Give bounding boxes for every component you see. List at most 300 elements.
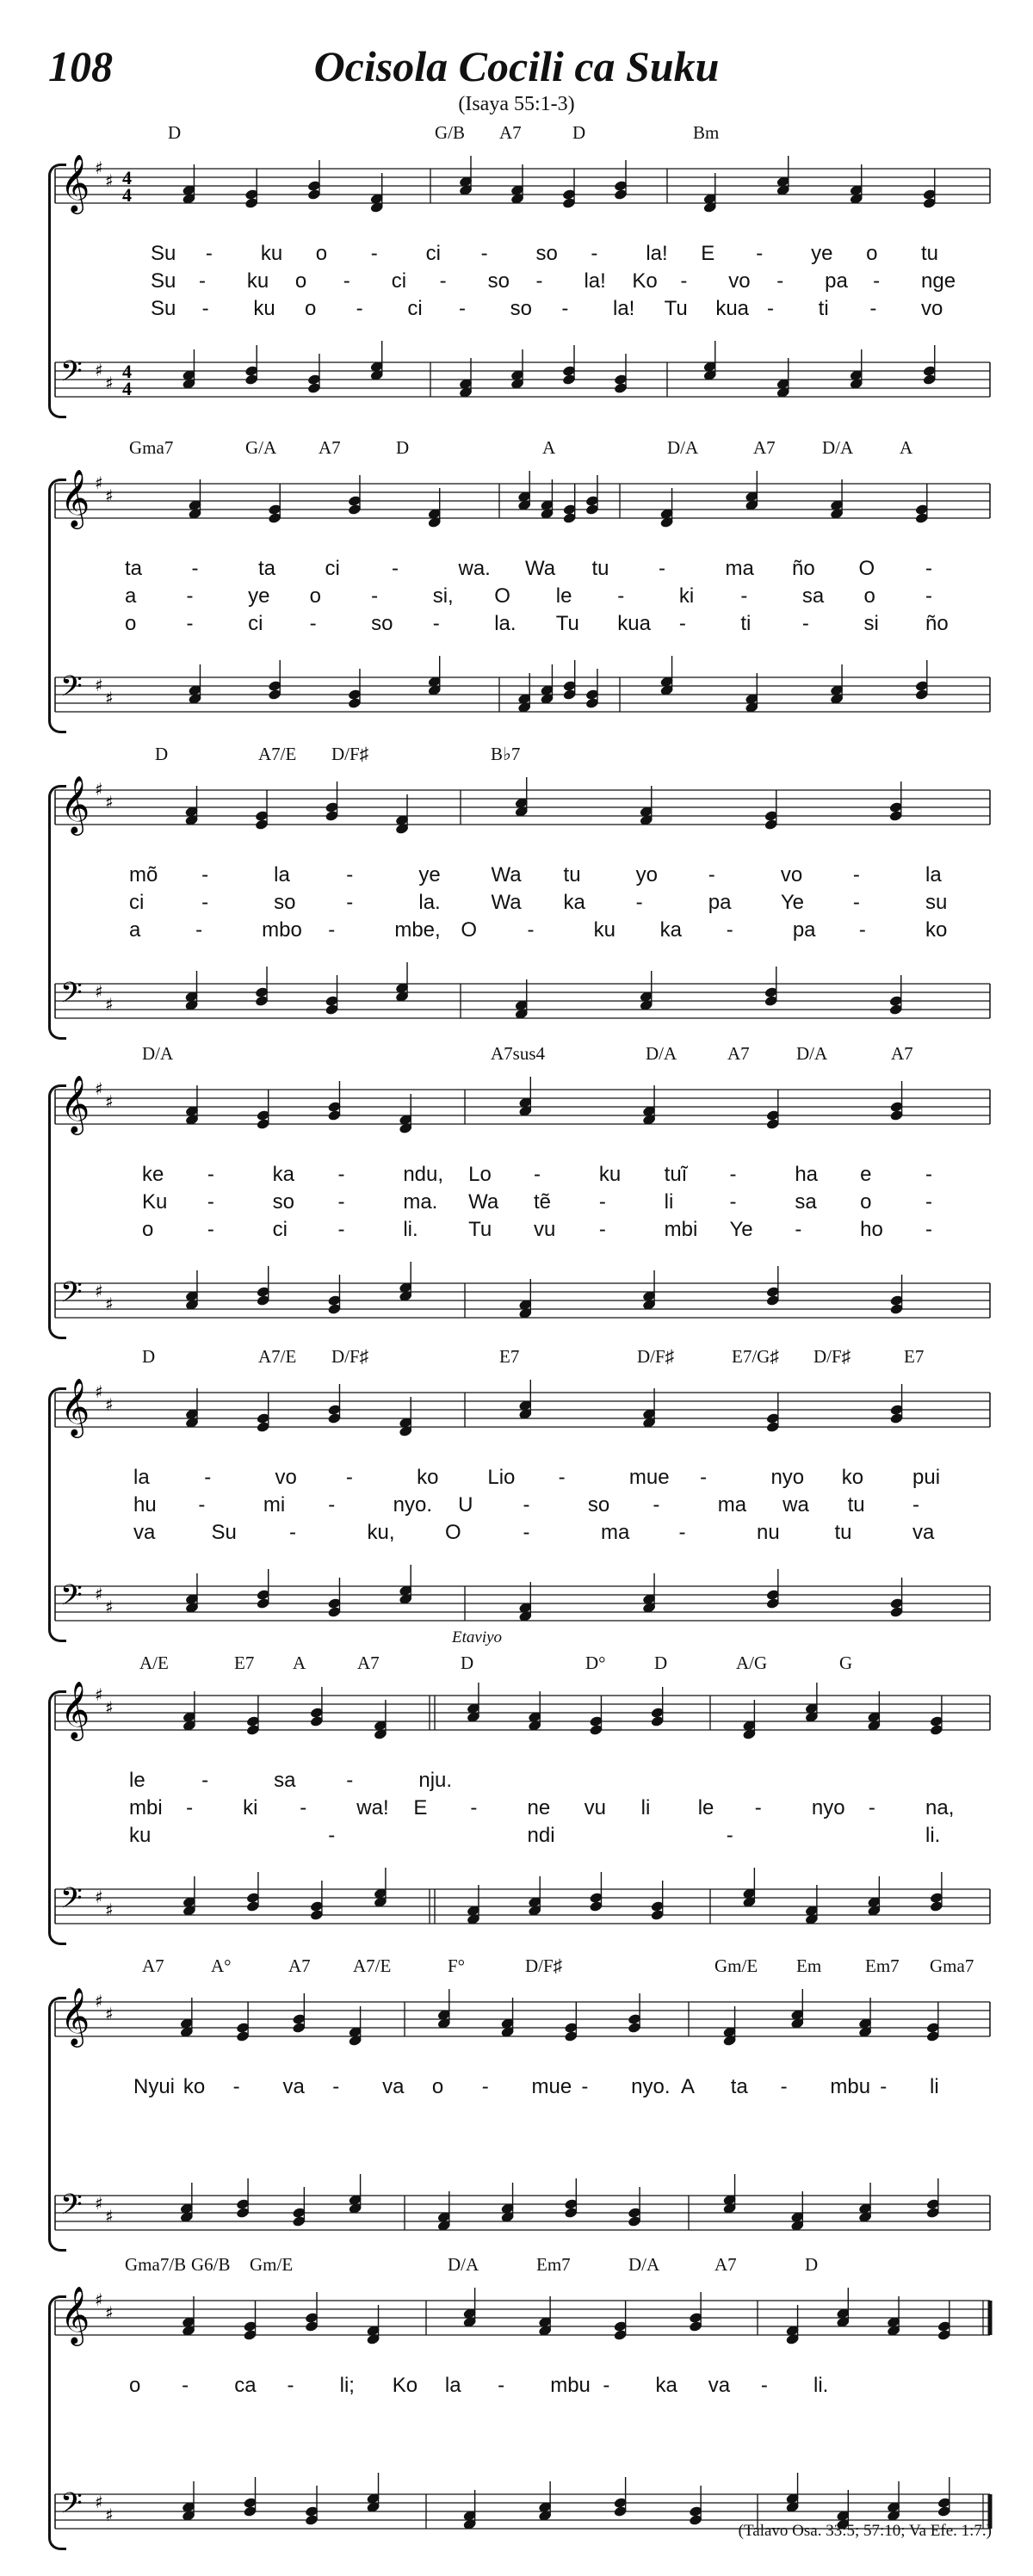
- lyric-syllable: mbi: [664, 1218, 698, 1241]
- lyric-syllable: so: [371, 612, 393, 635]
- lyric-syllable: nyo.: [393, 1493, 433, 1517]
- lyric-syllable: so: [535, 242, 558, 265]
- lyric-syllable: ci: [407, 297, 423, 320]
- lyric-syllable: Tu: [468, 1218, 492, 1241]
- lyric-syllable: pa: [708, 891, 732, 914]
- chord-symbol: D/F♯: [525, 1955, 563, 1976]
- lyric-syllable: li.: [403, 1218, 418, 1241]
- lyric-syllable: -: [534, 1163, 541, 1186]
- lyric-syllable: -: [201, 891, 209, 914]
- lyric-syllable: ma: [601, 1521, 630, 1544]
- lyric-syllable: -: [343, 269, 350, 293]
- time-signature-top: 4: [122, 167, 132, 188]
- chord-symbol: Gma7: [129, 437, 174, 458]
- lyric-syllable: ki: [243, 1796, 258, 1819]
- time-signature-top: 4: [122, 361, 132, 382]
- lyric-syllable: -: [204, 1466, 212, 1489]
- lyric-syllable: a: [125, 584, 137, 608]
- lyric-syllable: su: [925, 891, 948, 914]
- sharp-icon: ♯: [105, 1394, 114, 1415]
- lyric-syllable: vo: [921, 297, 943, 320]
- lyric-syllable: ku: [593, 918, 615, 942]
- sharp-icon: ♯: [95, 675, 103, 695]
- chord-symbol: A7: [357, 1652, 380, 1673]
- lyric-syllable: o: [315, 242, 328, 265]
- sharp-icon: ♯: [105, 792, 114, 812]
- chord-symbol: D: [396, 437, 410, 458]
- lyrics-verse-1: [0, 242, 1033, 268]
- lyric-syllable: tu: [591, 557, 609, 580]
- bass-clef-icon: 𝄢: [60, 1276, 83, 1316]
- lyric-syllable: -: [198, 1493, 206, 1517]
- lyric-syllable: ye: [811, 242, 833, 265]
- lyric-syllable: li: [930, 2075, 939, 2098]
- lyric-syllable: Ye: [729, 1218, 753, 1241]
- lyric-syllable: ta: [730, 2075, 748, 2098]
- lyrics-verse-1: [0, 2374, 1033, 2400]
- time-signature-bottom: 4: [122, 184, 132, 206]
- lyric-syllable: o: [431, 2075, 444, 2098]
- lyric-syllable: sa: [801, 584, 825, 608]
- chord-symbol: E7: [234, 1652, 255, 1673]
- lyric-syllable: -: [439, 269, 447, 293]
- chord-symbol: A7: [499, 122, 522, 143]
- lyric-syllable: mbu: [830, 2075, 871, 2098]
- chord-symbol: Em7: [536, 2254, 571, 2275]
- lyric-syllable: -: [873, 269, 881, 293]
- sharp-icon: ♯: [95, 473, 103, 493]
- lyric-syllable: Tu: [664, 297, 688, 320]
- lyric-syllable: ta: [258, 557, 276, 580]
- sharp-icon: ♯: [105, 2206, 114, 2227]
- lyric-syllable: Wa: [525, 557, 556, 580]
- lyric-syllable: -: [186, 584, 194, 608]
- lyric-syllable: -: [432, 612, 440, 635]
- lyric-syllable: wa!: [356, 1796, 389, 1819]
- chord-symbol: D/A: [796, 1043, 828, 1064]
- chord-symbol: G/B: [435, 122, 466, 143]
- chord-symbol: D: [654, 1652, 668, 1673]
- lyric-syllable: o: [129, 2374, 141, 2397]
- lyric-syllable: -: [754, 1796, 762, 1819]
- lyric-syllable: -: [195, 918, 203, 942]
- lyric-syllable: -: [726, 1824, 733, 1847]
- lyrics-verse-1: [0, 2075, 1033, 2101]
- lyric-syllable: nju.: [418, 1769, 453, 1792]
- lyric-syllable: E: [413, 1796, 428, 1819]
- lyric-syllable: -: [481, 2075, 489, 2098]
- chord-symbol: D: [572, 122, 586, 143]
- bass-clef-icon: 𝄢: [60, 2487, 83, 2527]
- sharp-icon: ♯: [105, 170, 114, 191]
- chord-symbol: A7: [727, 1043, 750, 1064]
- chord-symbol: A7: [753, 437, 776, 458]
- lyrics-verse-3: [0, 1521, 1033, 1547]
- lyric-syllable: -: [523, 1521, 530, 1544]
- lyric-syllable: ka: [563, 891, 585, 914]
- lyric-syllable: yo: [635, 863, 658, 886]
- lyric-syllable: -: [925, 1163, 932, 1186]
- lyric-syllable: so: [272, 1190, 295, 1214]
- lyric-syllable: mue: [531, 2075, 572, 2098]
- lyric-syllable: ha: [795, 1163, 819, 1186]
- lyric-syllable: mue: [628, 1466, 670, 1489]
- system-brace: [48, 1997, 66, 2252]
- lyric-syllable: vo: [275, 1466, 297, 1489]
- system-brace: [48, 2295, 66, 2550]
- lyric-syllable: -: [760, 2374, 768, 2397]
- chord-symbol: A7: [288, 1955, 311, 1976]
- lyric-syllable: -: [852, 891, 860, 914]
- chord-symbol: E7/G♯: [732, 1346, 779, 1367]
- lyric-syllable: la: [274, 863, 290, 886]
- lyrics-verse-3: [0, 297, 1033, 323]
- lyric-syllable: nyo: [811, 1796, 845, 1819]
- lyric-syllable: ye: [248, 584, 270, 608]
- chord-symbol: Gm/E: [250, 2254, 294, 2275]
- lyric-syllable: sa: [795, 1190, 817, 1214]
- chord-symbol: F°: [448, 1955, 466, 1976]
- lyric-syllable: Su: [151, 242, 176, 265]
- lyrics-verse-2: [0, 584, 1033, 610]
- lyric-syllable: -: [182, 2374, 189, 2397]
- lyric-syllable: mbo: [262, 918, 302, 942]
- chord-symbol: D/F♯: [813, 1346, 851, 1367]
- lyric-syllable: ma: [717, 1493, 747, 1517]
- chord-symbol: A/G: [736, 1652, 768, 1673]
- sharp-icon: ♯: [105, 1900, 114, 1920]
- chord-symbol: Em: [796, 1955, 822, 1976]
- lyric-syllable: Nyui: [133, 2075, 176, 2098]
- footer-reference: (Talavo Osa. 33:5; 57:10; Va Efe. 1:7.): [738, 2522, 992, 2540]
- lyric-syllable: -: [186, 1796, 194, 1819]
- sharp-icon: ♯: [105, 485, 114, 506]
- chord-symbol: Gm/E: [714, 1955, 758, 1976]
- lyrics-verse-2: [0, 1190, 1033, 1216]
- lyric-syllable: va: [133, 1521, 156, 1544]
- lyric-syllable: ndi: [527, 1824, 555, 1847]
- chord-symbol: D/A: [628, 2254, 660, 2275]
- lyric-syllable: o: [309, 584, 321, 608]
- lyric-syllable: ku: [129, 1824, 152, 1847]
- lyric-syllable: -: [776, 269, 784, 293]
- bass-clef-icon: 𝄢: [60, 977, 83, 1016]
- chord-symbol: A7/E: [258, 1346, 297, 1367]
- bass-clef-icon: 𝄢: [60, 670, 83, 710]
- chord-symbol: A/E: [139, 1652, 169, 1673]
- lyric-syllable: -: [328, 1493, 336, 1517]
- lyric-syllable: -: [337, 1218, 345, 1241]
- lyric-syllable: ka: [272, 1163, 295, 1186]
- chord-symbol: D/A: [646, 1043, 677, 1064]
- lyrics-verse-3: [0, 918, 1033, 944]
- lyric-syllable: ma.: [403, 1190, 438, 1214]
- lyric-syllable: ka: [659, 918, 683, 942]
- sharp-icon: ♯: [105, 1294, 114, 1314]
- scripture-reference: (Isaya 55:1-3): [458, 93, 575, 115]
- chord-symbol: G/A: [245, 437, 277, 458]
- chord-symbol: A°: [211, 1955, 232, 1976]
- lyric-syllable: -: [659, 557, 665, 580]
- lyric-syllable: -: [925, 1218, 932, 1241]
- lyric-syllable: mõ: [129, 863, 158, 886]
- lyric-syllable: vu: [584, 1796, 606, 1819]
- sharp-icon: ♯: [95, 360, 103, 380]
- lyric-syllable: -: [392, 557, 399, 580]
- lyric-syllable: -: [708, 863, 715, 886]
- lyric-syllable: -: [767, 297, 774, 320]
- lyric-syllable: O: [445, 1521, 461, 1544]
- chord-symbol: A: [900, 437, 913, 458]
- lyric-syllable: ci: [248, 612, 263, 635]
- tempo-marking: Etaviyo: [452, 1628, 503, 1646]
- lyric-syllable: mbe,: [394, 918, 441, 942]
- lyric-syllable: -: [680, 269, 688, 293]
- lyric-syllable: -: [328, 1824, 336, 1847]
- sharp-icon: ♯: [95, 1381, 103, 1402]
- lyric-syllable: si,: [432, 584, 454, 608]
- lyric-syllable: nu: [757, 1521, 780, 1544]
- lyric-syllable: mbu: [550, 2374, 591, 2397]
- lyric-syllable: ko: [841, 1466, 864, 1489]
- lyric-syllable: na,: [925, 1796, 955, 1819]
- lyric-syllable: ho: [860, 1218, 883, 1241]
- chord-symbol: D: [168, 122, 182, 143]
- lyric-syllable: -: [729, 1190, 737, 1214]
- lyric-syllable: Tu: [555, 612, 579, 635]
- lyric-syllable: li.: [925, 1824, 941, 1847]
- lyric-syllable: -: [925, 1190, 932, 1214]
- lyric-syllable: le: [697, 1796, 714, 1819]
- chord-symbol: D: [805, 2254, 819, 2275]
- lyrics-verse-1: [0, 863, 1033, 889]
- lyric-syllable: -: [591, 242, 598, 265]
- chord-symbol: D/A: [448, 2254, 479, 2275]
- treble-clef-icon: 𝄞: [60, 2285, 90, 2344]
- lyric-syllable: ca: [234, 2374, 257, 2397]
- lyric-syllable: -: [498, 2374, 505, 2397]
- lyrics-verse-3: [0, 1824, 1033, 1850]
- lyric-syllable: ño: [925, 612, 949, 635]
- lyric-syllable: Su: [151, 269, 176, 293]
- lyric-syllable: -: [617, 584, 625, 608]
- lyric-syllable: o: [125, 612, 137, 635]
- lyric-syllable: -: [581, 2075, 589, 2098]
- lyric-syllable: pa: [792, 918, 816, 942]
- lyric-syllable: vo: [780, 863, 803, 886]
- lyric-syllable: la: [925, 863, 942, 886]
- lyric-syllable: -: [598, 1190, 606, 1214]
- chord-symbol: Em7: [865, 1955, 900, 1976]
- lyric-syllable: ño: [792, 557, 815, 580]
- lyric-syllable: o: [294, 269, 307, 293]
- lyric-syllable: nge: [921, 269, 956, 293]
- lyric-syllable: -: [801, 612, 809, 635]
- sharp-icon: ♯: [105, 1697, 114, 1718]
- lyric-syllable: -: [309, 612, 317, 635]
- lyric-syllable: so: [487, 269, 510, 293]
- sharp-icon: ♯: [95, 2193, 103, 2214]
- lyric-syllable: la!: [613, 297, 635, 320]
- sharp-icon: ♯: [105, 994, 114, 1015]
- lyric-syllable: E: [701, 242, 715, 265]
- hymn-title: Ocisola Cocili ca Suku: [313, 42, 720, 90]
- lyric-syllable: vo: [728, 269, 751, 293]
- chord-symbol: A7sus4: [491, 1043, 546, 1064]
- sharp-icon: ♯: [95, 1684, 103, 1705]
- lyric-syllable: Ku: [142, 1190, 168, 1214]
- lyric-syllable: -: [201, 1769, 209, 1792]
- lyric-syllable: li: [640, 1796, 651, 1819]
- lyric-syllable: -: [337, 1163, 345, 1186]
- lyric-syllable: Su: [151, 297, 176, 320]
- lyric-syllable: la!: [584, 269, 606, 293]
- lyric-syllable: ko: [182, 2075, 206, 2098]
- lyric-syllable: -: [535, 269, 543, 293]
- lyric-syllable: O: [858, 557, 875, 580]
- lyric-syllable: -: [700, 1466, 708, 1489]
- sharp-icon: ♯: [95, 779, 103, 800]
- lyric-syllable: o: [305, 297, 317, 320]
- lyric-syllable: li: [664, 1190, 674, 1214]
- sharp-icon: ♯: [105, 2302, 114, 2323]
- lyric-syllable: tẽ: [534, 1190, 552, 1214]
- lyric-syllable: a: [129, 918, 141, 942]
- lyric-syllable: -: [740, 584, 748, 608]
- sharp-icon: ♯: [105, 1091, 114, 1112]
- chord-symbol: E7: [904, 1346, 925, 1367]
- lyrics-verse-1: [0, 557, 1033, 583]
- lyric-syllable: la: [444, 2374, 461, 2397]
- lyric-syllable: o: [863, 584, 875, 608]
- lyric-syllable: ke: [142, 1163, 164, 1186]
- sharp-icon: ♯: [95, 1991, 103, 2011]
- lyric-syllable: tu: [834, 1521, 852, 1544]
- lyric-syllable: la.: [494, 612, 516, 635]
- lyric-syllable: pui: [912, 1466, 941, 1489]
- bass-clef-icon: 𝄢: [60, 2189, 83, 2228]
- chord-symbol: Bm: [693, 122, 720, 143]
- lyric-syllable: -: [300, 1796, 307, 1819]
- lyric-syllable: -: [328, 918, 336, 942]
- sharp-icon: ♯: [105, 2505, 114, 2525]
- lyric-syllable: -: [346, 1769, 354, 1792]
- lyric-syllable: ku: [260, 242, 283, 265]
- chord-symbol: D°: [585, 1652, 606, 1673]
- lyrics-verse-1: [0, 1769, 1033, 1795]
- lyric-syllable: ti: [818, 297, 829, 320]
- chord-symbol: E7: [499, 1346, 520, 1367]
- lyric-syllable: si: [863, 612, 879, 635]
- lyric-syllable: -: [726, 918, 733, 942]
- lyric-syllable: wa.: [458, 557, 491, 580]
- lyric-syllable: Lo: [468, 1163, 492, 1186]
- chord-symbol: D: [461, 1652, 474, 1673]
- lyrics-verse-2: [0, 1796, 1033, 1822]
- lyric-syllable: kua: [715, 297, 750, 320]
- lyric-syllable: o: [860, 1190, 872, 1214]
- treble-clef-icon: 𝄞: [60, 1986, 90, 2045]
- hymn-number: 108: [48, 42, 113, 90]
- lyric-syllable: ta: [125, 557, 143, 580]
- lyric-syllable: -: [370, 242, 378, 265]
- lyric-syllable: -: [207, 1163, 214, 1186]
- lyric-syllable: le: [555, 584, 572, 608]
- lyric-syllable: -: [356, 297, 363, 320]
- lyric-syllable: -: [729, 1163, 737, 1186]
- treble-clef-icon: 𝄞: [60, 1074, 90, 1133]
- lyric-syllable: ndu,: [403, 1163, 444, 1186]
- lyric-syllable: ka: [655, 2374, 677, 2397]
- lyric-syllable: -: [201, 297, 209, 320]
- lyric-syllable: Ye: [780, 891, 804, 914]
- lyric-syllable: -: [880, 2075, 888, 2098]
- time-signature-bottom: 4: [122, 378, 132, 399]
- bass-clef-icon: 𝄢: [60, 1579, 83, 1619]
- lyric-syllable: Ko: [392, 2374, 418, 2397]
- lyric-syllable: kua: [617, 612, 651, 635]
- lyrics-verse-3: [0, 1218, 1033, 1244]
- lyric-syllable: A: [680, 2075, 695, 2098]
- lyric-syllable: -: [561, 297, 569, 320]
- lyric-syllable: mbi: [129, 1796, 163, 1819]
- lyric-syllable: Su: [211, 1521, 237, 1544]
- treble-clef-icon: 𝄞: [60, 775, 90, 833]
- lyric-syllable: nyo.: [631, 2075, 671, 2098]
- lyrics-verse-1: [0, 1163, 1033, 1189]
- lyric-syllable: la: [133, 1466, 150, 1489]
- lyric-syllable: U: [458, 1493, 473, 1517]
- lyric-syllable: -: [191, 557, 199, 580]
- lyric-syllable: pa: [825, 269, 848, 293]
- lyric-syllable: ci: [425, 242, 441, 265]
- sharp-icon: ♯: [95, 1584, 103, 1604]
- sharp-icon: ♯: [95, 1078, 103, 1099]
- lyric-syllable: so: [274, 891, 296, 914]
- lyric-syllable: -: [186, 612, 194, 635]
- bass-clef-icon: 𝄢: [60, 355, 83, 395]
- lyric-syllable: -: [201, 863, 209, 886]
- chord-symbol: A: [542, 437, 556, 458]
- lyric-syllable: -: [470, 1796, 478, 1819]
- chord-symbol: A7/E: [353, 1955, 392, 1976]
- lyric-syllable: ku: [598, 1163, 622, 1186]
- lyric-syllable: -: [198, 269, 206, 293]
- lyric-syllable: ko: [925, 918, 948, 942]
- lyric-syllable: -: [337, 1190, 345, 1214]
- lyric-syllable: -: [912, 1493, 919, 1517]
- lyric-syllable: -: [653, 1493, 660, 1517]
- lyric-syllable: -: [868, 1796, 875, 1819]
- lyric-syllable: ne: [527, 1796, 551, 1819]
- treble-clef-icon: 𝄞: [60, 1377, 90, 1436]
- lyric-syllable: -: [289, 1521, 296, 1544]
- lyric-syllable: la.: [418, 891, 441, 914]
- lyric-syllable: -: [345, 1466, 353, 1489]
- lyric-syllable: li.: [813, 2374, 829, 2397]
- lyric-syllable: tuĩ: [664, 1163, 688, 1186]
- lyric-syllable: -: [527, 918, 535, 942]
- lyric-syllable: ku,: [367, 1521, 395, 1544]
- chord-symbol: A7/E: [258, 744, 297, 764]
- lyrics-verse-1: [0, 1466, 1033, 1492]
- treble-clef-icon: 𝄞: [60, 1680, 90, 1739]
- lyric-syllable: vu: [534, 1218, 556, 1241]
- lyric-syllable: -: [858, 918, 866, 942]
- lyric-syllable: ku: [253, 297, 275, 320]
- lyric-syllable: ku: [246, 269, 269, 293]
- sharp-icon: ♯: [105, 1597, 114, 1617]
